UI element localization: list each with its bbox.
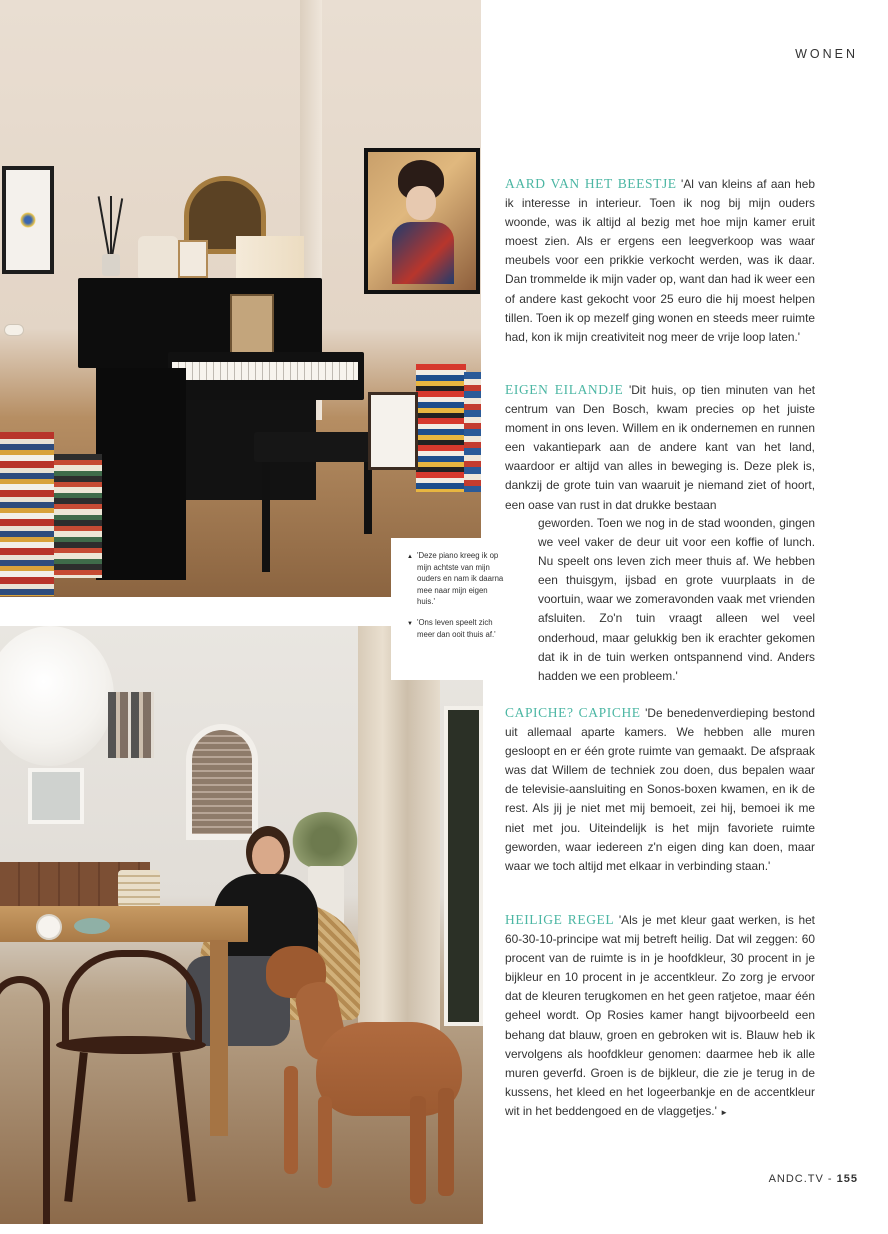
photo-collage <box>108 692 154 758</box>
photo-frame <box>178 240 208 278</box>
paragraph-text: 'De benedenverdieping bestond uit allemaal aparte kamers. We hebben alle muren gesloopt en er één grote ruimte van gemaakt. De afspraak was dat Willem de techniek zou doen, dus bepalen waar de televisie-aansluiting en Sonos-boxen kwamen, en ik de rest. Als jij je niet met mij bemoeit, zei hij, bemoei ik me niet met jou. Uiteindelijk is het mijn favoriete ruimte geworden, waar iedereen z'n eigen ding kan doen, maar waar we toch altijd met elkaar in verbinding staan.' <box>505 706 815 873</box>
book-stack-right <box>416 364 466 492</box>
dog-leg <box>318 1096 332 1188</box>
paragraph-text: 'Als je met kleur gaat werken, is het 60-30-10-principe wat mij betreft heilig. Dat wil zeggen: 60 procent van de ruimte is in je hoofdkleur, 30 procent in je bijkleur en 10 procent in je accentkleur. Zo zorg je ervoor dat de kleuren terugkomen en het geen ratjetoe, maar één geheel wordt. Op Rosies kamer hangt bijvoorbeeld een behang dat blauw, groen en gebroken wit is. Blauw heb ik vervolgens als hoofdkleur genomen: daarmee heb ik alle muren geverfd. Groen is de bijkleur, die zie je terug in de kussens, het kleed en het logeerbankje en de accentkleur wit in het beddengoed en de vlaggetjes.' <box>505 913 815 1118</box>
paragraph-heilige-regel <box>505 910 815 1122</box>
caption-arrow-down-icon: ▼ <box>407 620 413 627</box>
caption-box <box>391 538 514 680</box>
section-label: WONEN <box>795 47 858 61</box>
end-mark-icon: ► <box>720 1107 729 1117</box>
page-number: 155 <box>836 1173 858 1185</box>
paragraph-eigen-eilandje-continued: geworden. Toen we nog in de stad woonden, gingen we veel vaker de deur uit voor een koffie of lunch. Nu speelt ons leven zich meer thuis af. We hebben een thuisgym, ijsbad en grote vuurplaats in de voortuin, waar we zomeravonden vaak met vrienden afsluiten. Zo'n tuin vraagt alleen wel veel onderhoud, maar gelukkig ben ik erachter gekomen dat ik in de tuin werken ontspannend vind. Anders hadden we een probleem.' <box>538 516 815 683</box>
woven-basket <box>118 870 160 908</box>
dog-leg <box>284 1066 298 1174</box>
ornament <box>138 236 178 278</box>
caption-text: 'Deze piano kreeg ik op mijn achtste van mijn ouders en nam ik daarna mee naar mijn eigen huis.' <box>417 551 504 607</box>
book-stack-left <box>0 432 54 596</box>
page-folio <box>769 1173 858 1185</box>
arched-niche <box>186 724 258 840</box>
candle-group <box>236 236 304 278</box>
paragraph-eigen-eilandje <box>505 380 815 515</box>
framed-print-left <box>2 166 54 274</box>
paragraph-aard-van-het-beestje <box>505 174 815 347</box>
photo-piano-room <box>0 0 481 597</box>
subhead: EIGEN EILANDJE <box>505 382 624 397</box>
olive-tree <box>290 812 360 870</box>
piano-keys <box>172 362 358 380</box>
caption-piano <box>407 550 506 608</box>
site-name: ANDC.TV - <box>768 1173 837 1185</box>
bentwood-chair-back <box>62 950 202 1046</box>
paragraph-text: 'Dit huis, op tien minuten van het centrum van Den Bosch, kwam precies op het juiste moment in ons leven. Willem en ik ondernemen en runnen een vakantiepark aan de andere kant van het land, waardoor er altijd van alles in beweging is. Deze plek is, dankzij de grote tuin van waaruit je niemand ziet of hoort, een oase van rust in dat drukke bestaan <box>505 383 815 512</box>
bench-leg <box>262 462 270 572</box>
subhead: CAPICHE? CAPICHE <box>505 705 641 720</box>
table-leg <box>210 940 228 1136</box>
bentwood-chair-seat <box>56 1036 206 1054</box>
bench-leg <box>364 462 372 534</box>
paper-lantern <box>0 626 114 766</box>
dog-leg <box>410 1096 426 1204</box>
chair-leg <box>172 1052 196 1202</box>
subhead: HEILIGE REGEL <box>505 912 615 927</box>
window-left <box>28 768 84 824</box>
caption-living <box>407 617 506 640</box>
music-book <box>230 294 274 354</box>
photo-dining-room <box>0 626 483 1224</box>
caption-text: 'Ons leven speelt zich meer dan ooit thuis af.' <box>417 617 496 639</box>
linen-curtain <box>358 626 440 1040</box>
caption-arrow-up-icon: ▲ <box>407 554 413 560</box>
bentwood-chair-edge <box>0 976 50 1224</box>
book-stack-edge <box>464 372 481 492</box>
portrait-painting <box>364 148 480 294</box>
garden-door <box>444 706 483 1026</box>
piano-body <box>96 368 186 580</box>
dog-leg <box>438 1088 454 1196</box>
chair-leg <box>64 1052 88 1202</box>
leaning-print <box>368 392 418 470</box>
paragraph-capiche <box>505 703 815 876</box>
bowl <box>74 918 110 934</box>
paragraph-text: 'Al van kleins af aan heb ik interesse in interieur. Toen ik nog bij mijn ouders woonde, was ik altijd al bezig met hoe mijn kamer eruit moest zien. Als er ergens een leegverkoop was waar meubels voor een prikkie verkocht werden, was ik daar. Dan trommelde ik mijn vader op, want dan had ik weer een of andere kast gekocht voor 25 euro die hij moest helpen tillen. Toen ik op mezelf ging wonen en steeds meer ruimte had, kon ik mijn creativiteit nog meer de vrije loop laten.' <box>505 177 815 344</box>
wall-socket <box>4 324 24 336</box>
subhead: AARD VAN HET BEESTJE <box>505 176 677 191</box>
candle <box>36 914 62 940</box>
piano-bench <box>254 432 378 462</box>
reed-diffuser <box>100 196 122 276</box>
book-stack-mid <box>54 454 102 578</box>
woman-face <box>252 836 284 876</box>
